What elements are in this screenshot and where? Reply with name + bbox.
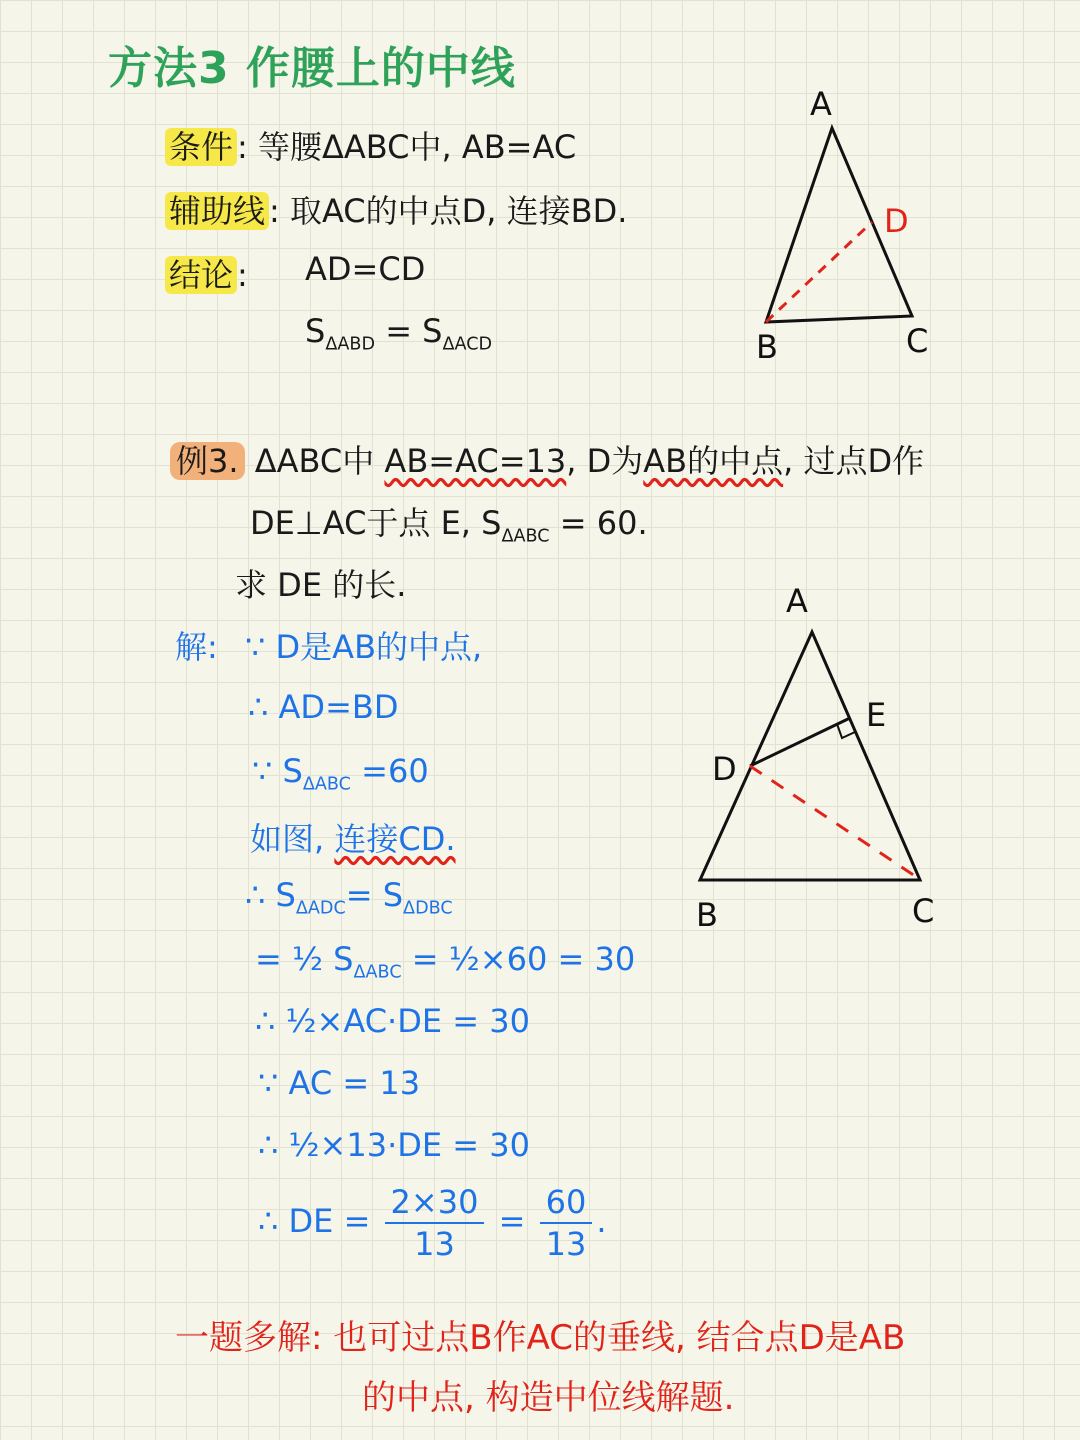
s3-a: ∵ S bbox=[252, 752, 303, 790]
note-text-1: 也可过点B作AC的垂线, 结合点D是AB bbox=[322, 1318, 906, 1358]
solution-step-9: ∴ ½×13·DE = 30 bbox=[258, 1126, 530, 1164]
median-cd bbox=[750, 766, 918, 878]
area-eq: = S bbox=[375, 312, 443, 350]
fraction-2-num: 60 bbox=[540, 1186, 593, 1224]
area-symbol: S bbox=[305, 312, 326, 350]
fraction-1-num: 2×30 bbox=[385, 1186, 485, 1224]
vertex-b-2: B bbox=[696, 896, 718, 934]
s10-a: ∴ DE = bbox=[258, 1202, 371, 1240]
note-line-1 bbox=[175, 1310, 905, 1359]
fraction-1-den: 13 bbox=[414, 1225, 455, 1263]
s6-sub: ΔABC bbox=[353, 962, 402, 983]
vertex-c-2: C bbox=[912, 892, 935, 930]
conclusion-1: AD=CD bbox=[305, 250, 426, 288]
example-question: 求 DE 的长. bbox=[235, 566, 407, 604]
s6-b: = ½×60 = 30 bbox=[401, 940, 636, 978]
s3-sub: ΔABC bbox=[302, 774, 351, 795]
s5-a: ∴ S bbox=[245, 876, 296, 914]
s4-a: 如图, bbox=[250, 820, 335, 858]
example-text-a: ΔABC中 bbox=[254, 442, 385, 480]
example-line2-b: = 60. bbox=[549, 504, 648, 542]
example-label: 例3. bbox=[170, 442, 245, 480]
s4-b: 连接CD. bbox=[334, 820, 456, 858]
example-line2-sub: ΔABC bbox=[501, 526, 550, 547]
condition-text: : 等腰ΔABC中, AB=AC bbox=[237, 128, 577, 166]
vertex-c-1: C bbox=[906, 322, 929, 360]
example-line2-a: DE⊥AC于点 E, S bbox=[250, 504, 502, 542]
solution-step-1: ∵ D是AB的中点, bbox=[245, 628, 483, 666]
vertex-d-1: D bbox=[884, 202, 909, 240]
s10-eq: = bbox=[498, 1202, 526, 1240]
note-line-2: 的中点, 构造中位线解题. bbox=[362, 1378, 735, 1418]
area-sub-acd: ΔACD bbox=[442, 334, 493, 355]
condition-label: 条件 bbox=[165, 128, 237, 166]
vertex-e-2: E bbox=[866, 696, 887, 734]
solution-step-2: ∴ AD=BD bbox=[248, 688, 399, 726]
vertex-b-1: B bbox=[756, 328, 778, 366]
conclusion-label: 结论 bbox=[165, 256, 237, 294]
area-sub-abd: ΔABD bbox=[325, 334, 376, 355]
s5-sub1: ΔADC bbox=[295, 898, 346, 919]
vertex-d-2: D bbox=[712, 750, 737, 788]
vertex-a-1: A bbox=[810, 85, 832, 123]
example-text-b: AB=AC=13 bbox=[384, 442, 567, 480]
s3-b: =60 bbox=[350, 752, 429, 790]
fraction-2-den: 13 bbox=[545, 1225, 587, 1263]
page-title: 方法3 作腰上的中线 bbox=[108, 43, 516, 94]
s6-a: = ½ S bbox=[255, 940, 354, 978]
example-text-e: , 过点D作 bbox=[783, 442, 925, 480]
solution-step-7: ∴ ½×AC·DE = 30 bbox=[255, 1002, 530, 1040]
note-label: 一题多解: bbox=[175, 1318, 323, 1358]
example-text-d: AB的中点 bbox=[643, 442, 784, 480]
s5-sub2: ΔDBC bbox=[403, 898, 453, 919]
conclusion-colon: : bbox=[237, 256, 248, 294]
perpendicular-de bbox=[750, 718, 850, 766]
aux-text: : 取AC的中点D, 连接BD. bbox=[269, 192, 628, 230]
solution-step-8: ∵ AC = 13 bbox=[258, 1064, 421, 1102]
s5-b: = S bbox=[345, 876, 404, 914]
s10-end: . bbox=[596, 1202, 607, 1240]
vertex-a-2: A bbox=[786, 582, 808, 620]
solution-label: 解: bbox=[175, 628, 218, 666]
example-text-c: , D为 bbox=[566, 442, 644, 480]
aux-label: 辅助线 bbox=[165, 192, 269, 230]
